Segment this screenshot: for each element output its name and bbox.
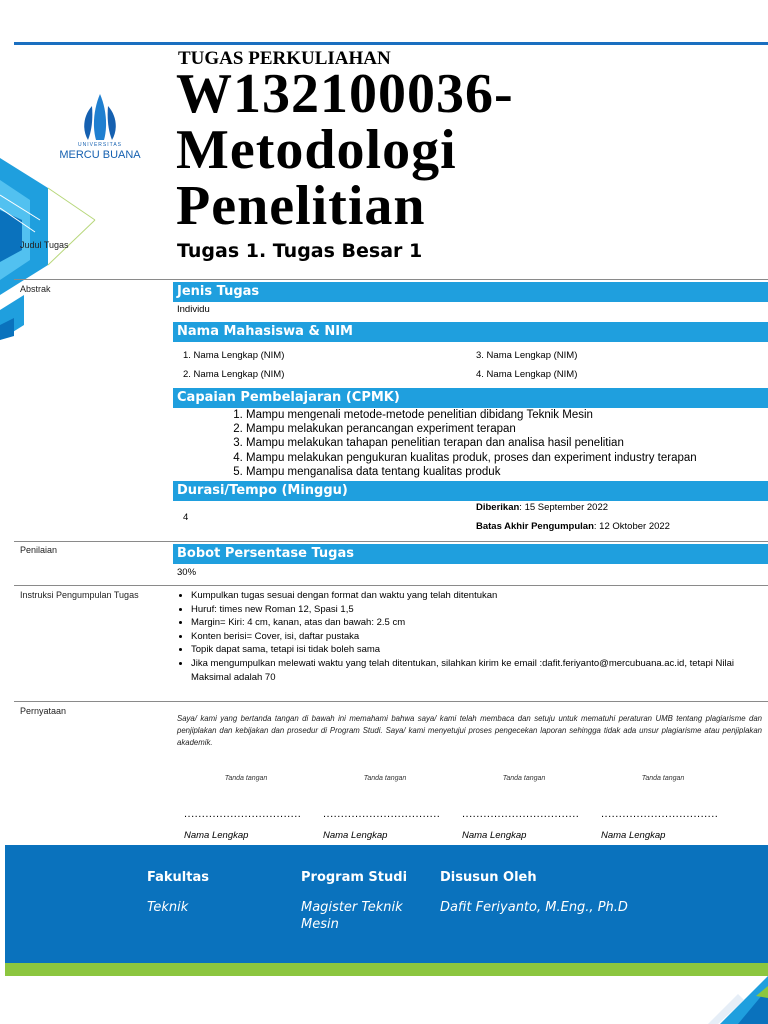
pernyataan-text: Saya/ kami yang bertanda tangan di bawah ini memahami bahwa saya/ kami telah membaca dan setuju untuk mematuhi peraturan UMB tentang plagiarisme dan penjiplakan dan kebijakan dan prosedur di Program Studi. Saya/ kami menyetujui proses pengecekan laporan sehingga tidak ada unsur plagiarisme atau penjiplakan akademik. [177, 714, 762, 747]
footer-disusun-value: Dafit Feriyanto, M.Eng., Ph.D [440, 900, 628, 915]
footer-fakultas-label: Fakultas [147, 870, 209, 885]
label-instruksi: Instruksi Pengumpulan Tugas [20, 590, 139, 600]
jenis-tugas-value: Individu [177, 304, 210, 315]
signature-label: Tanda tangan [502, 775, 546, 782]
title-line-2: Metodologi [176, 119, 457, 181]
instruction-item: • Huruf: times new Roman 12, Spasi 1,5 [191, 603, 768, 617]
title-line-1: W132100036- [176, 63, 514, 125]
footer-disusun-label: Disusun Oleh [440, 870, 537, 885]
divider [14, 585, 768, 586]
decorative-corner-graphic [698, 976, 768, 1024]
page-title [176, 63, 514, 237]
student-3: 3. Nama Lengkap (NIM) [476, 350, 578, 361]
signature-name: Nama Lengkap [184, 830, 249, 841]
cpmk-item: 5. Mampu menganalisa data tentang kualitas produk [246, 465, 697, 479]
student-2: 2. Nama Lengkap (NIM) [183, 369, 285, 380]
mercu-buana-logo-icon [52, 90, 148, 142]
footer-prodi-line-1: Magister Teknik [301, 900, 403, 915]
diberikan-value: : 15 September 2022 [519, 502, 609, 513]
durasi-value: 4 [183, 512, 189, 523]
logo-name: MERCU BUANA [59, 149, 141, 161]
logo-small-text: UNIVERSITAS [78, 142, 122, 148]
overline-title: TUGAS PERKULIAHAN [178, 48, 391, 69]
section-header-durasi: Durasi/Tempo (Minggu) [173, 481, 768, 501]
bobot-value: 30% [177, 567, 197, 578]
cpmk-item: 2. Mampu melakukan perancangan experiment terapan [246, 422, 697, 436]
footer-prodi-line-2: Mesin [301, 917, 339, 932]
diberikan-label: Diberikan [476, 502, 520, 513]
signature-label: Tanda tangan [363, 775, 407, 782]
university-logo [52, 90, 148, 170]
cpmk-item: 3. Mampu melakukan tahapan penelitian terapan dan analisa hasil penelitian [246, 436, 697, 450]
title-line-3: Penelitian [176, 175, 426, 237]
top-rule [14, 42, 768, 45]
instruction-item: • Topik dapat sama, tetapi isi tidak boleh sama [191, 643, 768, 657]
instruction-item: • Kumpulkan tugas sesuai dengan format dan waktu yang telah ditentukan [191, 589, 768, 603]
signature-name: Nama Lengkap [323, 830, 388, 841]
student-1: 1. Nama Lengkap (NIM) [183, 350, 285, 361]
signature-line: ................................. [601, 808, 719, 820]
instruction-item: • Konten berisi= Cover, isi, daftar pustaka [191, 630, 768, 644]
section-header-cpmk: Capaian Pembelajaran (CPMK) [173, 388, 768, 408]
cpmk-list [220, 408, 697, 479]
footer-fakultas-value: Teknik [147, 900, 189, 915]
student-4: 4. Nama Lengkap (NIM) [476, 369, 578, 380]
footer-prodi-label: Program Studi [301, 870, 408, 885]
cpmk-item: 1. Mampu mengenali metode-metode penelitian dibidang Teknik Mesin [246, 408, 697, 422]
signature-name: Nama Lengkap [462, 830, 527, 841]
divider [14, 701, 768, 702]
signature-label: Tanda tangan [641, 775, 685, 782]
batas-akhir-date [476, 521, 670, 532]
section-header-mahasiswa: Nama Mahasiswa & NIM [173, 322, 768, 342]
section-header-bobot: Bobot Persentase Tugas [173, 544, 768, 564]
assignment-subtitle: Tugas 1. Tugas Besar 1 [177, 240, 423, 262]
instruction-item: • Margin= Kiri: 4 cm, kanan, atas dan bawah: 2.5 cm [191, 616, 768, 630]
instruction-item: • Jika mengumpulkan melewati waktu yang telah ditentukan, silahkan kirim ke email :dafit.feriyanto@mercubuana.ac.id, tetapi Nilai Maksimal adalah 70 [191, 657, 768, 684]
signature-name: Nama Lengkap [601, 830, 666, 841]
divider [14, 279, 768, 280]
footer-prodi-value [301, 899, 403, 933]
diberikan-date [476, 502, 608, 513]
divider [14, 541, 768, 542]
label-pernyataan: Pernyataan [20, 706, 67, 716]
signature-line: ................................. [184, 808, 302, 820]
batas-label: Batas Akhir Pengumpulan [476, 521, 594, 532]
signature-line: ................................. [462, 808, 580, 820]
signature-line: ................................. [323, 808, 441, 820]
label-abstrak: Abstrak [20, 284, 51, 294]
label-penilaian: Penilaian [20, 545, 58, 555]
batas-value: : 12 Oktober 2022 [593, 521, 670, 532]
instruction-list [176, 589, 768, 684]
cpmk-item: 4. Mampu melakukan pengukuran kualitas produk, proses dan experiment industry terapan [246, 451, 697, 465]
label-judul-tugas: Judul Tugas [20, 240, 69, 250]
footer-green-strip [5, 963, 768, 976]
section-header-jenis-tugas: Jenis Tugas [173, 282, 768, 302]
signature-label: Tanda tangan [224, 775, 268, 782]
